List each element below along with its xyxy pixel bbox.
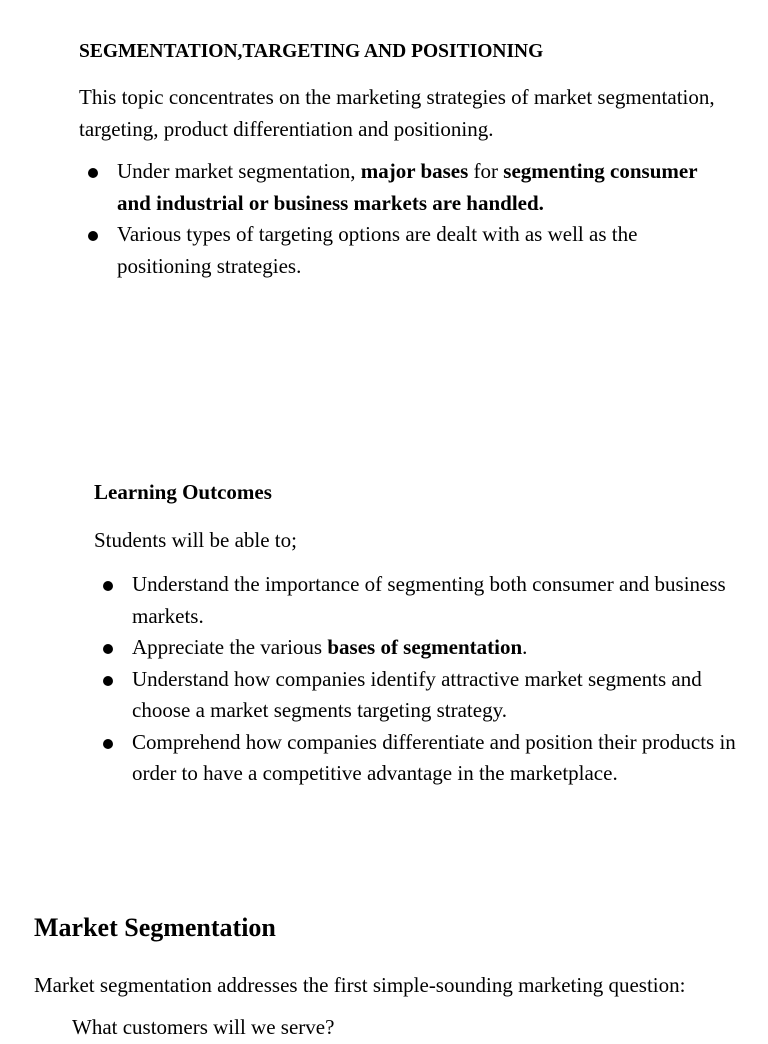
market-segmentation-question: What customers will we serve? (72, 1015, 335, 1039)
overview-bullet-item: Various types of targeting options are dealt with as well as the positioning strategies. (79, 219, 719, 282)
document-title: SEGMENTATION,TARGETING AND POSITIONING (79, 41, 544, 62)
intro-paragraph: This topic concentrates on the marketing strategies of market segmentation, targeting, product differentiation and positioning. (79, 85, 715, 141)
overview-bullet-bold-text: major bases (360, 159, 469, 183)
overview-bullet-list (79, 156, 719, 282)
overview-bullet-text: Under market segmentation, (117, 159, 361, 183)
learning-outcome-text: . (522, 635, 528, 659)
overview-bullet-text: for (468, 159, 504, 183)
market-segmentation-paragraph: Market segmentation addresses the first simple-sounding marketing question: (34, 973, 686, 997)
learning-outcome-item (94, 632, 754, 664)
learning-outcomes-heading: Learning Outcomes (94, 480, 272, 504)
overview-bullet-bold-text: segmenting consumer and industrial or business markets are handled. (117, 159, 698, 215)
learning-outcome-bold-text: bases of segmentation (327, 635, 523, 659)
learning-outcome-item: Understand how companies identify attractive market segments and choose a market segments targeting strategy. (94, 664, 754, 727)
learning-outcomes-lead: Students will be able to; (94, 528, 297, 552)
learning-outcomes-list (94, 569, 754, 790)
learning-outcome-item: Understand the importance of segmenting both consumer and business markets. (94, 569, 754, 632)
market-segmentation-heading: Market Segmentation (34, 913, 276, 942)
overview-bullet-item (79, 156, 719, 219)
learning-outcome-text: Appreciate the various (132, 635, 328, 659)
learning-outcome-item: Comprehend how companies differentiate and position their products in order to have a competitive advantage in the marketplace. (94, 727, 754, 790)
